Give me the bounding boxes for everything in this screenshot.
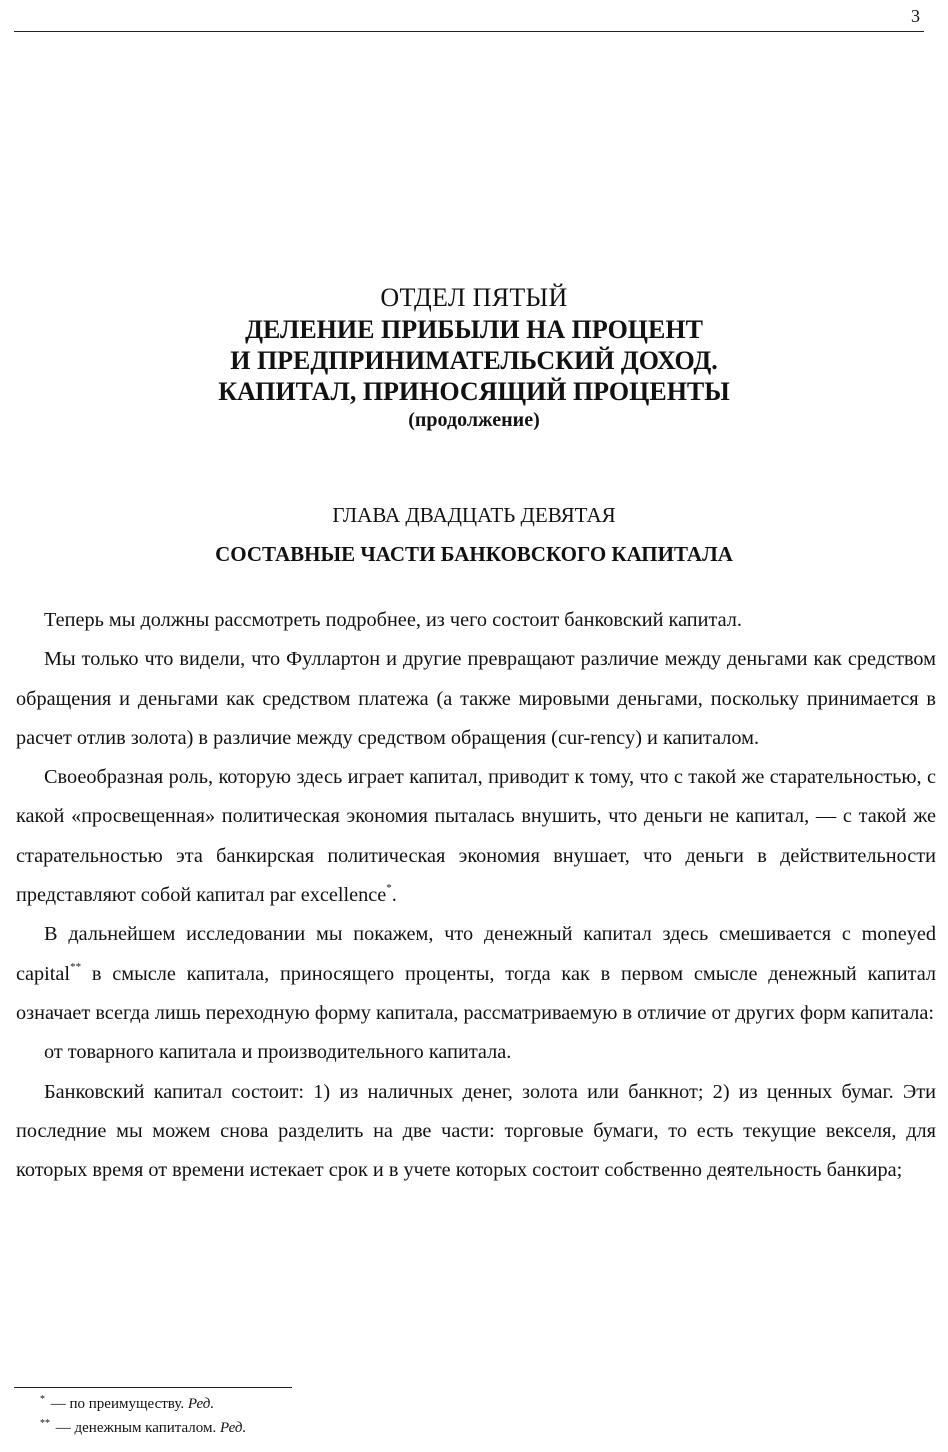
header-rule [14, 31, 924, 32]
section-title-line: ДЕЛЕНИЕ ПРИБЫЛИ НА ПРОЦЕНТ [245, 315, 703, 344]
section-label: ОТДЕЛ ПЯТЫЙ [380, 283, 568, 312]
paragraph [16, 758, 936, 915]
paragraph: Мы только что видели, что Фуллартон и другие превращают различие между деньгами как средством обращения и деньгами как средством платежа (а также мировыми деньгами, поскольку принимается в расчет отлив золота) в различие между средством обращения (cur-rency) и капиталом. [16, 648, 936, 749]
paragraph-text: Своеобразная роль, которую здесь играет капитал, приводит к тому, что с такой же старательностью, с какой «просвещенная» политическая экономия пыталась внушить, что деньги не капитал, — с такой же старательностью эта банкирская политическая экономия внушает, что деньги в действительности представляют собой капитал par excellence [16, 766, 936, 907]
footnote [40, 1417, 246, 1441]
section-title-line: И ПРЕДПРИНИМАТЕЛЬСКИЙ ДОХОД. [230, 346, 718, 375]
footnote-ref: ** [70, 960, 82, 973]
footnote-rule [14, 1387, 292, 1388]
footnote-mark: ** [40, 1418, 50, 1429]
section-title-line: КАПИТАЛ, ПРИНОСЯЩИЙ ПРОЦЕНТЫ [218, 377, 730, 406]
footnote-text: — денежным капиталом. [52, 1420, 220, 1436]
chapter-title: СОСТАВНЫЕ ЧАСТИ БАНКОВСКОГО КАПИТАЛА [215, 542, 733, 566]
footnote-editor: Ред. [219, 1420, 247, 1436]
chapter-label: ГЛАВА ДВАДЦАТЬ ДЕВЯТАЯ [332, 503, 616, 527]
footnote-editor: Ред. [187, 1396, 215, 1412]
paragraph-end: . [391, 884, 397, 907]
paragraph: Банковский капитал состоит: 1) из наличных денег, золота или банкнот; 2) из ценных бумаг. Эти последние мы можем снова разделить на две части: торговые бумаги, то есть текущие векселя, для которых время от времени истекает срок и в учете которых состоит собственно деятельность банкира; [16, 1080, 936, 1182]
footnote [40, 1393, 246, 1417]
section-title [0, 314, 948, 407]
footnote-mark: * [40, 1394, 45, 1405]
body-text [16, 601, 936, 1190]
paragraph-text: В дальнейшем исследовании мы покажем, что денежный капитал здесь смешивается с moneyed capital [16, 923, 936, 985]
paragraph [16, 915, 936, 1033]
footnote-text: — по преимуществу. [47, 1396, 188, 1412]
footnote-ref: * [386, 882, 392, 895]
page-number: 3 [911, 6, 920, 26]
paragraph-text: в смысле капитала, приносящего проценты, тогда как в первом смысле денежный капитал означает всегда лишь переходную форму капитала, рассматриваемую в отличие от других форм капитала: [16, 962, 936, 1024]
paragraph: Теперь мы должны рассмотреть подробнее, из чего состоит банковский капитал. [44, 609, 742, 631]
paragraph: от товарного капитала и производительного капитала. [44, 1041, 512, 1064]
footnotes [40, 1393, 246, 1441]
continuation-note: (продолжение) [408, 409, 540, 431]
